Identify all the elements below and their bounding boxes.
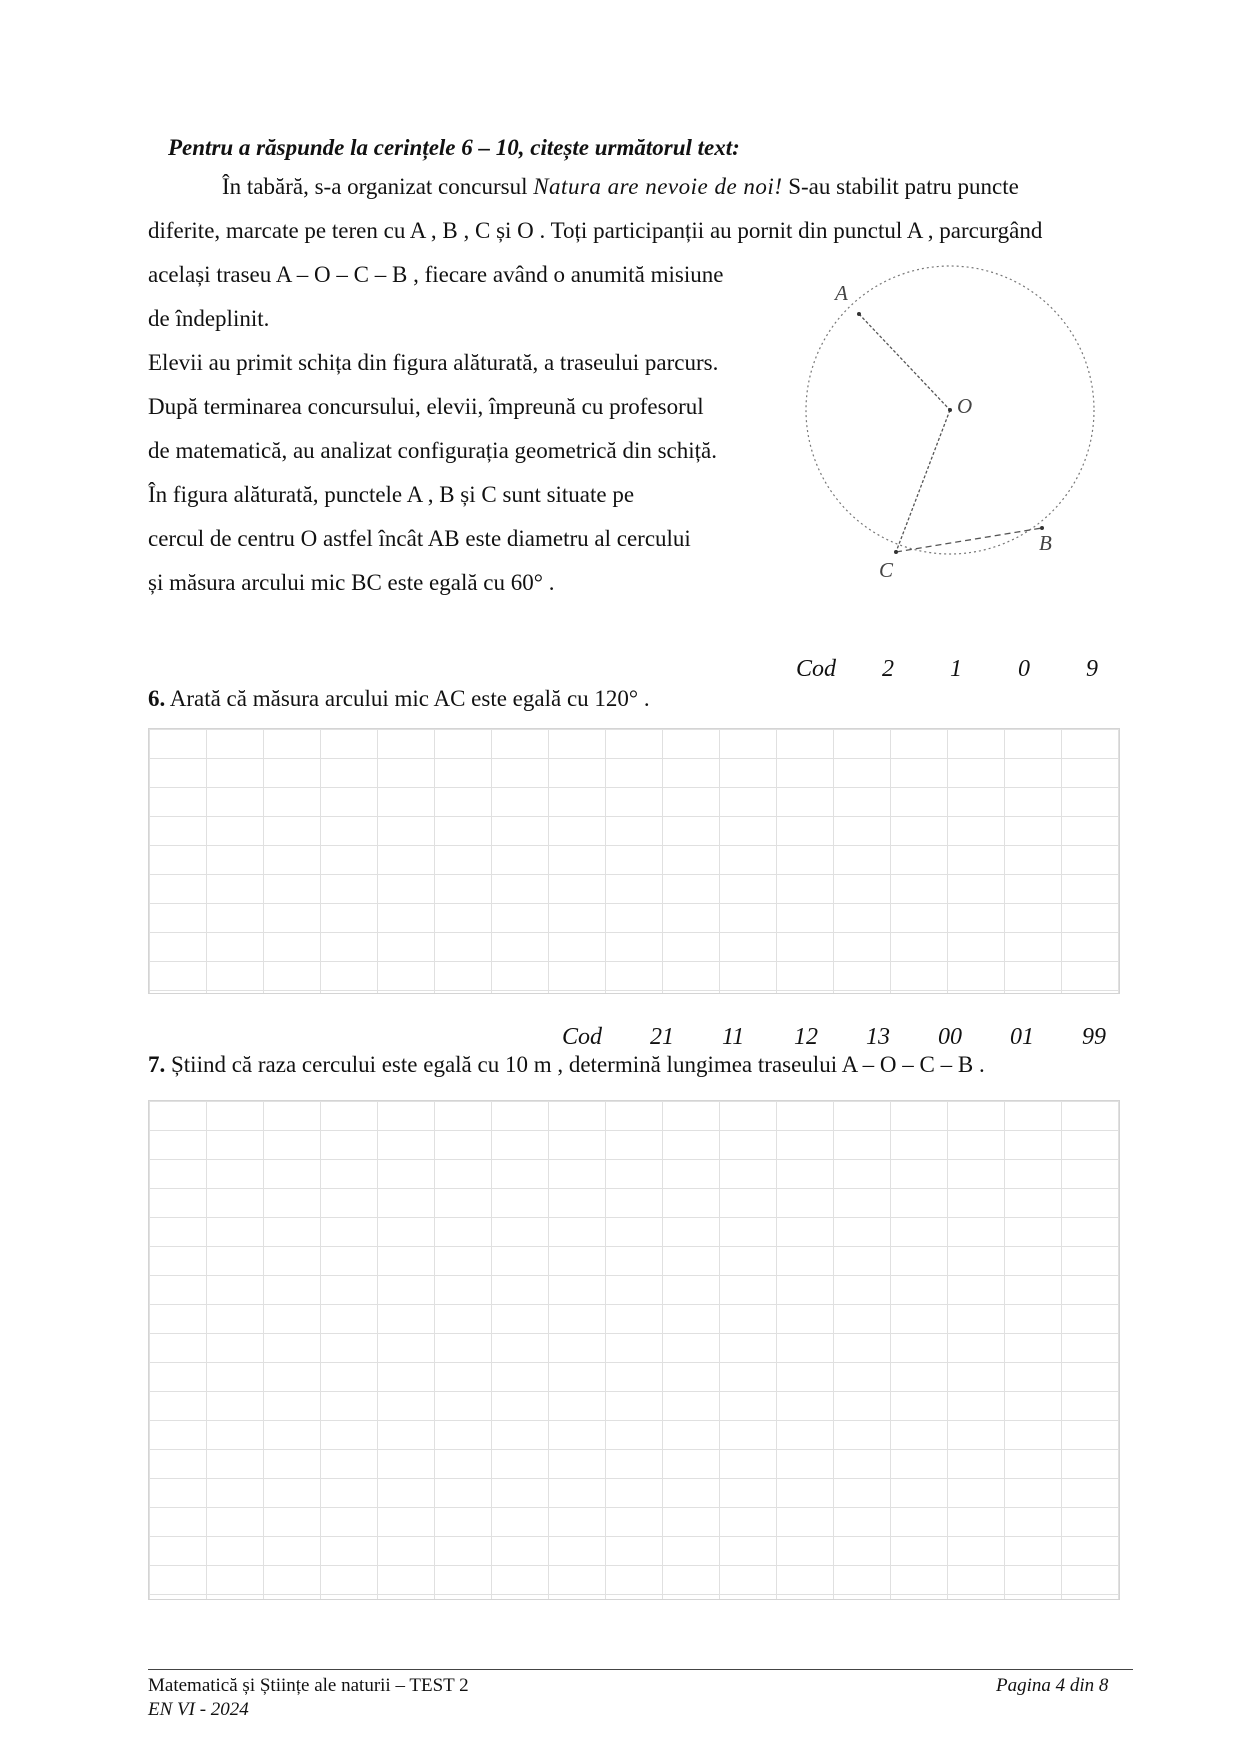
- code-label: Cod: [562, 1024, 603, 1050]
- paragraph-line: În figura alăturată, punctele A , B și C sunt situate pe: [148, 482, 635, 507]
- code-value: 1: [950, 656, 962, 682]
- label-A: A: [835, 281, 848, 305]
- label-B: B: [1039, 531, 1052, 555]
- paragraph-line: diferite, marcate pe teren cu A , B , C și O . Toți participanții au pornit din punctul A , parcurgând: [148, 218, 1043, 243]
- paragraph-line: același traseu A – O – C – B , fiecare având o anumită misiune: [148, 262, 724, 287]
- footer-divider: [148, 1669, 1133, 1670]
- q6-prompt: [148, 684, 650, 714]
- point-O: [948, 408, 952, 412]
- question-number: 6.: [148, 686, 166, 711]
- question-text: Arată că măsura arcului mic AC este egală cu 120° .: [165, 686, 650, 711]
- circle-figure: [780, 260, 1120, 590]
- paragraph-line: După terminarea concursului, elevii, împreună cu profesorul: [148, 394, 704, 419]
- section-heading: Pentru a răspunde la cerințele 6 – 10, citește următorul text:: [168, 135, 740, 160]
- paragraph-line: și măsura arcului mic BC este egală cu 60° .: [148, 570, 555, 595]
- contest-title: Natura are nevoie de noi!: [533, 174, 783, 199]
- footer-page-number: Pagina 4 din 8: [996, 1675, 1109, 1696]
- question-number: 7.: [148, 1052, 166, 1077]
- code-value: 2: [882, 656, 894, 682]
- code-label: Cod: [796, 656, 837, 682]
- text-run: În tabără, s-a organizat concursul: [222, 174, 534, 199]
- point-B: [1040, 526, 1044, 530]
- text-run: S-au stabilit patru puncte: [782, 174, 1019, 199]
- segment-AO: [859, 314, 950, 410]
- code-value: 00: [938, 1024, 962, 1050]
- paragraph-line: cercul de centru O astfel încât AB este diametru al cercului: [148, 526, 691, 551]
- segment-OC: [896, 410, 950, 552]
- point-A: [857, 312, 861, 316]
- code-value: 0: [1018, 656, 1030, 682]
- q6-scoring-codes: [0, 656, 1241, 686]
- paragraph-line: de îndeplinit.: [148, 306, 270, 331]
- q7-answer-grid[interactable]: [148, 1100, 1120, 1600]
- paragraph-line: de matematică, au analizat configurația geometrică din schiță.: [148, 438, 717, 463]
- code-value: 99: [1082, 1024, 1106, 1050]
- label-O: O: [957, 394, 973, 418]
- footer-exam: EN VI - 2024: [148, 1699, 249, 1720]
- code-value: 01: [1010, 1024, 1034, 1050]
- segment-CB: [896, 528, 1042, 552]
- question-text: Știind că raza cercului este egală cu 10 m , determină lungimea traseului A – O – C – B .: [165, 1052, 985, 1077]
- code-value: 12: [794, 1024, 818, 1050]
- point-C: [894, 550, 898, 554]
- code-value: 9: [1086, 656, 1098, 682]
- paragraph-line: [222, 172, 1019, 202]
- code-value: 21: [650, 1024, 674, 1050]
- footer-subject: Matematică și Științe ale naturii – TEST 2: [148, 1675, 469, 1696]
- code-value: 11: [722, 1024, 745, 1050]
- label-C: C: [879, 558, 894, 582]
- paragraph-line: Elevii au primit schița din figura alăturată, a traseului parcurs.: [148, 350, 719, 375]
- q7-prompt: [148, 1050, 985, 1080]
- code-value: 13: [866, 1024, 890, 1050]
- q6-answer-grid[interactable]: [148, 728, 1120, 994]
